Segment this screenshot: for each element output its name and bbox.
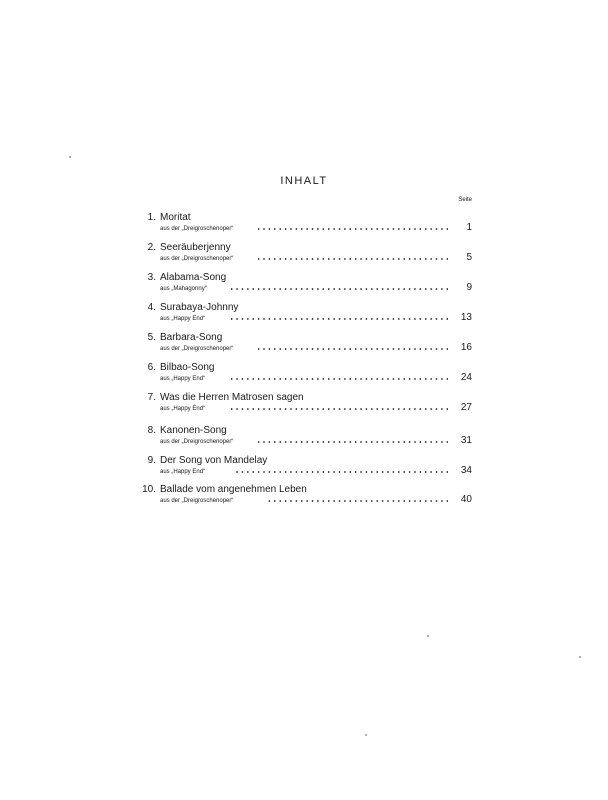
dot-leader [266, 497, 450, 505]
toc-entry [0, 242, 608, 272]
entry-number: 7. [147, 392, 156, 403]
toc-entry [0, 212, 608, 242]
entry-number: 9. [147, 455, 156, 466]
scan-speck [427, 635, 429, 637]
entry-page: 31 [460, 435, 472, 446]
page-column-label: Seite [458, 197, 472, 203]
entry-page: 16 [460, 342, 472, 353]
entry-number: 3. [147, 272, 156, 283]
entry-number: 4. [147, 302, 156, 313]
entry-title: Was die Herren Matrosen sagen [160, 392, 304, 403]
entry-title: Moritat [160, 212, 191, 223]
entry-source: aus „Happy End“ [160, 316, 206, 322]
entry-title: Alabama-Song [160, 272, 227, 283]
dot-leader [258, 438, 450, 446]
scan-speck [69, 156, 71, 158]
toc-entry [0, 332, 608, 362]
entry-page: 27 [460, 402, 472, 413]
dot-leader [230, 405, 450, 413]
toc-entry [0, 362, 608, 392]
table-of-contents [0, 212, 608, 514]
entry-title: Seeräuberjenny [160, 242, 231, 253]
entry-page: 1 [466, 222, 472, 233]
entry-number: 6. [147, 362, 156, 373]
dot-leader [230, 285, 450, 293]
entry-page: 5 [466, 252, 472, 263]
dot-leader [230, 315, 450, 323]
entry-page: 24 [460, 372, 472, 383]
entry-number: 5. [147, 332, 156, 343]
scan-speck [365, 734, 367, 736]
entry-title: Barbara-Song [160, 332, 223, 343]
entry-source: aus „Mahagonny“ [160, 286, 207, 292]
entry-page: 40 [460, 494, 472, 505]
entry-number: 8. [147, 425, 156, 436]
entry-source: aus „Happy End“ [160, 406, 206, 412]
entry-source: aus der „Dreigroschenoper“ [160, 346, 234, 352]
page-title: INHALT [280, 175, 328, 187]
entry-title: Bilbao-Song [160, 362, 215, 373]
entry-page: 9 [466, 282, 472, 293]
entry-source: aus „Happy End“ [160, 469, 206, 475]
entry-page: 13 [460, 312, 472, 323]
entry-source: aus „Happy End“ [160, 376, 206, 382]
entry-number: 2. [147, 242, 156, 253]
toc-entry [0, 455, 608, 484]
entry-title: Kanonen-Song [160, 425, 227, 436]
entry-page: 34 [460, 465, 472, 476]
entry-source: aus der „Dreigroschenoper“ [160, 226, 234, 232]
entry-source: aus der „Dreigroschenoper“ [160, 498, 234, 504]
entry-number: 10. [142, 484, 156, 495]
toc-entry [0, 302, 608, 332]
toc-entry [0, 272, 608, 302]
dot-leader [236, 468, 450, 476]
entry-source: aus der „Dreigroschenoper“ [160, 256, 234, 262]
dot-leader [258, 345, 450, 353]
dot-leader [258, 255, 450, 263]
scan-speck [579, 656, 581, 658]
entry-title: Ballade vom angenehmen Leben [160, 484, 307, 495]
toc-entry [0, 484, 608, 514]
entry-number: 1. [147, 212, 156, 223]
dot-leader [258, 225, 450, 233]
toc-entry [0, 425, 608, 455]
entry-title: Der Song von Mandelay [160, 455, 268, 466]
dot-leader [230, 375, 450, 383]
toc-entry [0, 392, 608, 425]
entry-source: aus der „Dreigroschenoper“ [160, 439, 234, 445]
entry-title: Surabaya-Johnny [160, 302, 239, 313]
